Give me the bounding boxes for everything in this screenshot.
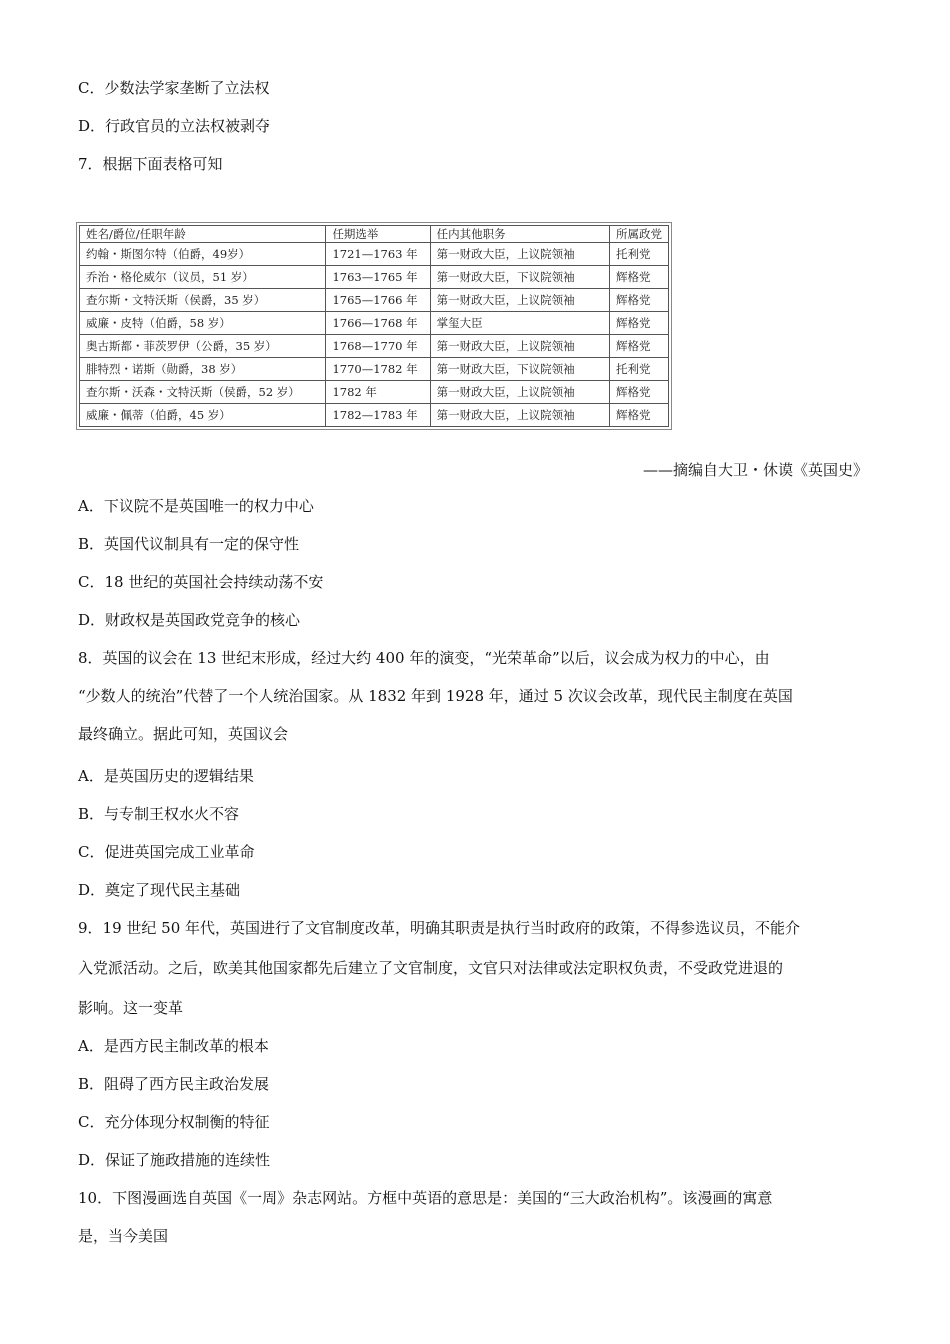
question-7-option-a: A．下议院不是英国唯一的权力中心	[78, 497, 314, 515]
question-10-line: 10．下图漫画选自英国《一周》杂志网站。方框中英语的意思是：美国的“三大政治机构”。该漫画的寓意	[78, 1189, 773, 1207]
question-8-option-d: D．奠定了现代民主基础	[78, 881, 241, 899]
table-row	[80, 335, 669, 358]
column-header: 任期选举	[326, 226, 430, 243]
table-cell: 1768—1770 年	[326, 335, 430, 358]
option-d: D．行政官员的立法权被剥夺	[78, 117, 271, 135]
question-8-line: “少数人的统治”代替了一个人统治国家。从 1832 年到 1928 年，通过 5 次议会改革，现代民主制度在英国	[78, 687, 793, 705]
table-cell: 第一财政大臣，下议院领袖	[430, 266, 609, 289]
table-source-citation: ——摘编自大卫・休谟《英国史》	[642, 461, 868, 479]
table-cell: 第一财政大臣，上议院领袖	[430, 289, 609, 312]
table-cell: 辉格党	[610, 312, 669, 335]
question-8-line: 最终确立。据此可知，英国议会	[78, 725, 289, 743]
question-9-stem	[78, 918, 868, 1036]
table-row	[80, 289, 669, 312]
table-row	[80, 358, 669, 381]
table-cell: 第一财政大臣，上议院领袖	[430, 381, 609, 404]
table-cell: 1763—1765 年	[326, 266, 430, 289]
table-cell: 辉格党	[610, 266, 669, 289]
table-cell: 威廉・佩蒂（伯爵，45 岁）	[80, 404, 326, 427]
question-8-line: 8．英国的议会在 13 世纪末形成，经过大约 400 年的演变，“光荣革命”以后，议会成为权力的中心，由	[78, 649, 770, 667]
question-10-stem	[78, 1188, 868, 1264]
question-10-line: 是，当今美国	[78, 1227, 169, 1245]
table-cell: 腓特烈・诺斯（勋爵，38 岁）	[80, 358, 326, 381]
column-header: 所属政党	[610, 226, 669, 243]
table-cell: 托利党	[610, 243, 669, 266]
table-cell: 托利党	[610, 358, 669, 381]
table-cell: 掌玺大臣	[430, 312, 609, 335]
table-row	[80, 404, 669, 427]
question-9-line: 9．19 世纪 50 年代，英国进行了文官制度改革，明确其职责是执行当时政府的政策，不得参选议员，不能介	[78, 919, 801, 937]
table-cell: 约翰・斯图尔特（伯爵，49岁）	[80, 243, 326, 266]
table-cell: 辉格党	[610, 335, 669, 358]
question-9-option-d: D．保证了施政措施的连续性	[78, 1151, 271, 1169]
table-row	[80, 312, 669, 335]
column-header: 姓名/爵位/任职年龄	[80, 226, 326, 243]
question-7-stem: 7．根据下面表格可知	[78, 155, 223, 173]
option-c: C．少数法学家垄断了立法权	[78, 79, 270, 97]
table-cell: 第一财政大臣，下议院领袖	[430, 358, 609, 381]
table-cell: 奥古斯都・菲茨罗伊（公爵，35 岁）	[80, 335, 326, 358]
question-9-option-a: A．是西方民主制改革的根本	[78, 1037, 269, 1055]
question-8-stem	[78, 648, 868, 762]
table-cell: 第一财政大臣，上议院领袖	[430, 243, 609, 266]
table-cell: 乔治・格伦威尔（议员，51 岁）	[80, 266, 326, 289]
history-table	[76, 222, 672, 430]
table-cell: 辉格党	[610, 289, 669, 312]
table-row	[80, 243, 669, 266]
table-row	[80, 381, 669, 404]
table-header-row	[80, 226, 669, 243]
table-row	[80, 266, 669, 289]
table-cell: 查尔斯・沃森・文特沃斯（侯爵，52 岁）	[80, 381, 326, 404]
table-cell: 辉格党	[610, 381, 669, 404]
table-cell: 查尔斯・文特沃斯（侯爵，35 岁）	[80, 289, 326, 312]
table	[79, 225, 669, 427]
table-cell: 1782 年	[326, 381, 430, 404]
table-cell: 1770—1782 年	[326, 358, 430, 381]
table-cell: 威廉・皮特（伯爵，58 岁）	[80, 312, 326, 335]
column-header: 任内其他职务	[430, 226, 609, 243]
question-9-line: 影响。这一变革	[78, 999, 184, 1017]
question-8-option-b: B．与专制王权水火不容	[78, 805, 240, 823]
question-8-option-c: C．促进英国完成工业革命	[78, 843, 255, 861]
question-9-line: 入党派活动。之后，欧美其他国家都先后建立了文官制度，文官只对法律或法定职权负责，不受政党进退的	[78, 959, 784, 977]
table-cell: 第一财政大臣，上议院领袖	[430, 335, 609, 358]
question-7-option-c: C．18 世纪的英国社会持续动荡不安	[78, 573, 324, 591]
table-cell: 1721—1763 年	[326, 243, 430, 266]
table-cell: 1766—1768 年	[326, 312, 430, 335]
table-cell: 1765—1766 年	[326, 289, 430, 312]
question-9-option-b: B．阻碍了西方民主政治发展	[78, 1075, 270, 1093]
question-8-option-a: A．是英国历史的逻辑结果	[78, 767, 254, 785]
question-9-option-c: C．充分体现分权制衡的特征	[78, 1113, 270, 1131]
table-cell: 1782—1783 年	[326, 404, 430, 427]
table-cell: 辉格党	[610, 404, 669, 427]
table-cell: 第一财政大臣，上议院领袖	[430, 404, 609, 427]
question-7-option-d: D．财政权是英国政党竞争的核心	[78, 611, 301, 629]
question-7-option-b: B．英国代议制具有一定的保守性	[78, 535, 300, 553]
